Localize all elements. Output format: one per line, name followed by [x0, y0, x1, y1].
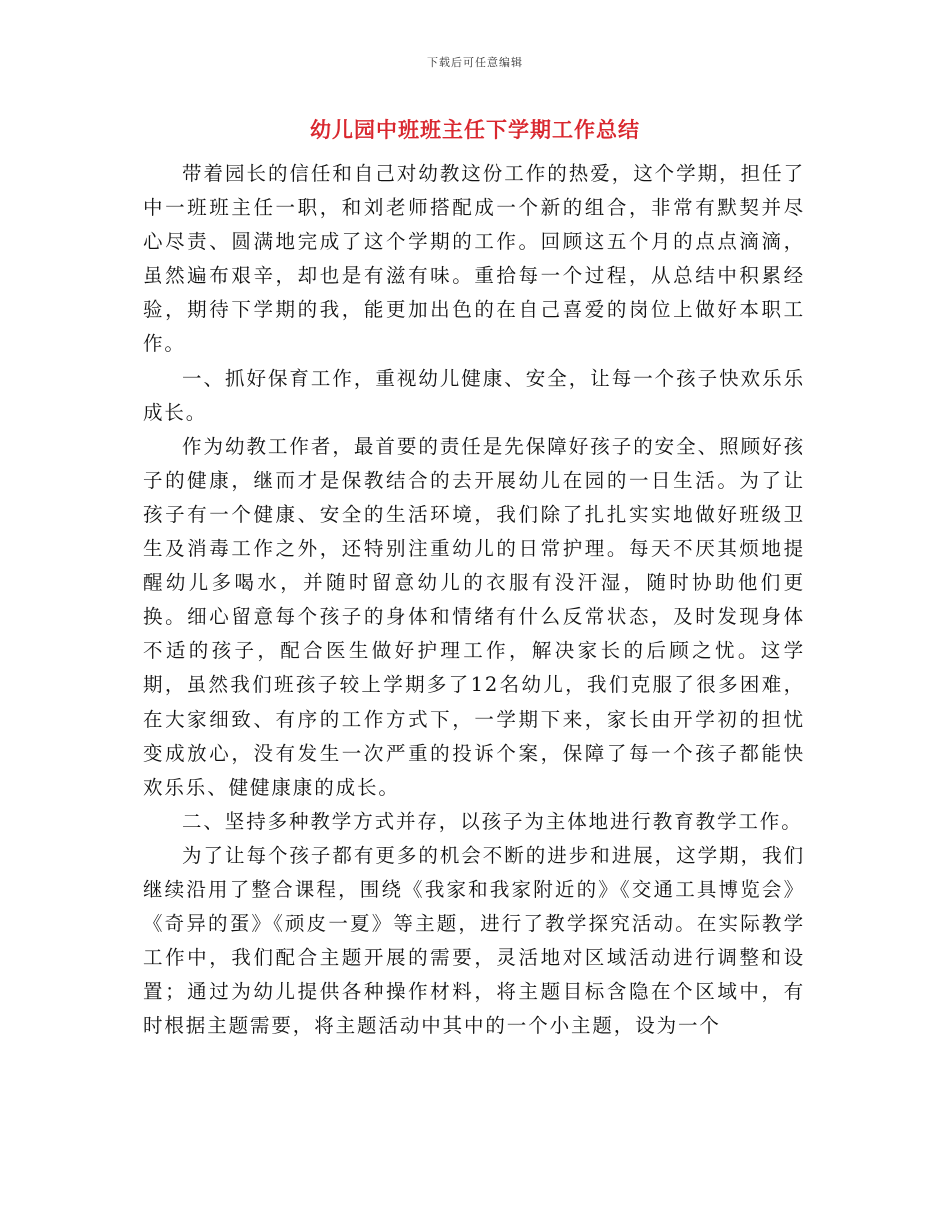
document-body	[143, 157, 805, 1043]
document-title: 幼儿园中班班主任下学期工作总结	[310, 118, 640, 142]
paragraph-intro: 带着园长的信任和自己对幼教这份工作的热爱，这个学期，担任了中一班班主任一职，和刘老师搭配成一个新的组合，非常有默契并尽心尽责、圆满地完成了这个学期的工作。回顾这五个月的点点滴滴，虽然遍布艰辛，却也是有滋有味。重拾每一个过程，从总结中积累经验，期待下学期的我，能更加出色的在自己喜爱的岗位上做好本职工作。	[143, 162, 805, 356]
paragraph-care: 作为幼教工作者，最首要的责任是先保障好孩子的安全、照顾好孩子的健康，继而才是保教结合的去开展幼儿在园的一日生活。为了让孩子有一个健康、安全的生活环境，我们除了扎扎实实地做好班级卫生及消毒工作之外，还特别注重幼儿的日常护理。每天不厌其烦地提醒幼儿多喝水，并随时留意幼儿的衣服有没汗湿，随时协助他们更换。细心留意每个孩子的身体和情绪有什么反常状态，及时发现身体不适的孩子，配合医生做好护理工作，解决家长的后顾之忧。这学期，虽然我们班孩子较上学期多了12名幼儿，我们克服了很多困难，在大家细致、有序的工作方式下，一学期下来，家长由开学初的担忧变成放心，没有发生一次严重的投诉个案，保障了每一个孩子都能快欢乐乐、健健康康的成长。	[143, 434, 805, 799]
header-note: 下载后可任意编辑	[427, 56, 523, 69]
section-heading-1: 一、抓好保育工作，重视幼儿健康、安全，让每一个孩子快欢乐乐成长。	[143, 366, 805, 424]
paragraph-teaching: 为了让每个孩子都有更多的机会不断的进步和进展，这学期，我们继续沿用了整合课程，围绕《我家和我家附近的》《交通工具博览会》《奇异的蛋》《顽皮一夏》等主题，进行了教学探究活动。在实际教学工作中，我们配合主题开展的需要，灵活地对区域活动进行调整和设置；通过为幼儿提供各种操作材料，将主题目标含隐在个区域中，有时根据主题需要，将主题活动中其中的一个小主题，设为一个	[143, 843, 805, 1038]
section-heading-2: 二、坚持多种教学方式并存，以孩子为主体地进行教育教学工作。	[182, 809, 803, 833]
